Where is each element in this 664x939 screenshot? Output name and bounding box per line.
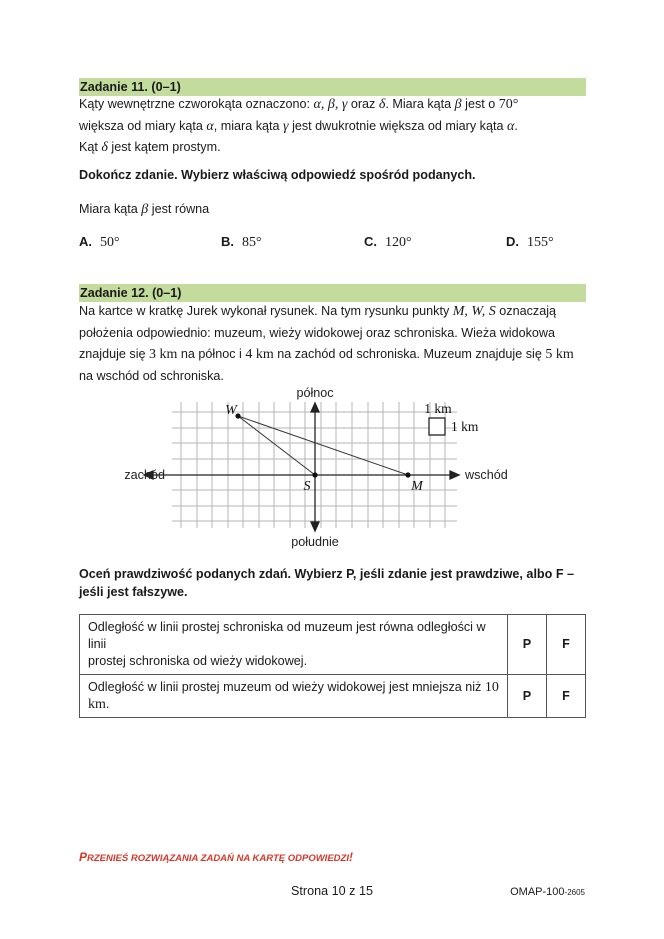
label-s: S bbox=[303, 479, 311, 494]
alpha-symbol: α bbox=[506, 118, 515, 134]
note-end: ! bbox=[348, 850, 353, 864]
statement-2 bbox=[80, 675, 508, 718]
map-figure bbox=[120, 380, 520, 552]
beta-symbol: β bbox=[454, 97, 462, 112]
task-12-line-1 bbox=[79, 301, 589, 323]
text: Kąt bbox=[79, 140, 102, 154]
code-part: 100 bbox=[546, 886, 565, 898]
text: . Miara kąta bbox=[385, 97, 455, 111]
statement-text: Odległość w linii prostej muzeum od wieży widokowej jest mniejsza niż bbox=[88, 680, 485, 694]
label-south: południe bbox=[291, 535, 339, 549]
statement-text: . bbox=[105, 697, 110, 711]
text: Kąty wewnętrzne czworokąta oznaczono: bbox=[79, 97, 314, 111]
task-11-question bbox=[79, 199, 589, 221]
value-4km: 4 km bbox=[245, 347, 274, 362]
task-11-title: Zadanie 11. (0–1) bbox=[80, 80, 181, 94]
statement-text: prostej schroniska od wieży widokowej. bbox=[88, 654, 308, 668]
transfer-answers-note bbox=[79, 850, 353, 864]
option-letter: D. bbox=[506, 234, 519, 249]
task-11-instruction: Dokończ zdanie. Wybierz właściwą odpowiedź spośród podanych. bbox=[79, 168, 476, 182]
text: jest kątem prostym. bbox=[107, 140, 221, 154]
point-s bbox=[312, 472, 317, 477]
task-11-line-3 bbox=[79, 137, 589, 159]
option-d[interactable] bbox=[506, 234, 554, 251]
label-w: W bbox=[225, 403, 237, 418]
instruction-line-1: Oceń prawdziwość podanych zdań. Wybierz P, jeśli zdanie jest prawdziwe, albo F – bbox=[79, 567, 575, 581]
code-part: -2605 bbox=[564, 888, 585, 897]
beta-symbol: β bbox=[141, 202, 149, 217]
label-m: M bbox=[411, 479, 423, 494]
statement-1 bbox=[80, 615, 508, 675]
task-12-line-4: na wschód od schroniska. bbox=[79, 368, 224, 383]
option-b[interactable] bbox=[221, 234, 262, 251]
task-12-title: Zadanie 12. (0–1) bbox=[80, 286, 182, 300]
option-c[interactable] bbox=[364, 234, 412, 251]
delta-symbol: δ bbox=[378, 97, 386, 112]
text: , miara kąta bbox=[213, 118, 284, 133]
text: oraz bbox=[347, 97, 379, 111]
scale-label-vertical: 1 km bbox=[451, 419, 479, 434]
task-12-header bbox=[79, 284, 586, 302]
gamma-symbol: γ bbox=[283, 118, 289, 134]
option-value: 50° bbox=[100, 235, 120, 250]
label-east: wschód bbox=[465, 468, 508, 482]
delta-symbol: δ bbox=[101, 140, 108, 155]
task-12-statement bbox=[79, 301, 589, 387]
task-12-instruction bbox=[79, 565, 589, 601]
true-false-table bbox=[79, 614, 586, 718]
option-value: 155° bbox=[527, 235, 554, 250]
task-11-statement bbox=[79, 94, 589, 159]
note-text: RZENIEŚ ROZWIĄZANIA ZADAŃ NA KARTĘ ODPOWIEDZI bbox=[87, 853, 349, 864]
statement-text: Odległość w linii prostej schroniska od muzeum jest równa odległości w linii bbox=[88, 620, 486, 651]
label-north: północ bbox=[296, 386, 334, 400]
option-value: 120° bbox=[385, 235, 412, 250]
text: na północ i bbox=[177, 347, 246, 361]
task-12-line-3 bbox=[79, 344, 589, 366]
text: większa od miary kąta bbox=[79, 118, 207, 133]
text: Na kartce w kratkę Jurek wykonał rysunek. Na tym rysunku punkty bbox=[79, 304, 453, 318]
option-letter: C. bbox=[364, 234, 377, 249]
point-m bbox=[405, 472, 410, 477]
page-number: Strona 10 z 15 bbox=[291, 884, 373, 898]
value-10km: 10 km bbox=[88, 680, 499, 712]
label-west: zachód bbox=[124, 468, 165, 482]
text: jest równa bbox=[148, 202, 210, 216]
task-12-line-2: położenia odpowiednio: muzeum, wieży widokowej oraz schroniska. Wieża widokowa bbox=[79, 325, 555, 340]
angle-symbols: α, β, γ bbox=[313, 97, 348, 112]
code-part: OMAP- bbox=[510, 886, 547, 898]
text: Miara kąta bbox=[79, 202, 142, 216]
task-11-line-2 bbox=[79, 116, 589, 138]
text: . bbox=[514, 118, 518, 133]
option-letter: B. bbox=[221, 234, 234, 249]
statement-1-true-option[interactable]: P bbox=[508, 615, 547, 675]
text: na zachód od schroniska. Muzeum znajduje się bbox=[273, 347, 546, 361]
text: oznaczają bbox=[495, 304, 557, 318]
statement-2-false-option[interactable]: F bbox=[547, 675, 586, 718]
instruction-line-2: jeśli jest fałszywe. bbox=[79, 585, 188, 599]
alpha-symbol: α bbox=[206, 118, 214, 134]
task-11-line-1 bbox=[79, 94, 589, 116]
text: jest dwukrotnie większa od miary kąta bbox=[288, 118, 507, 133]
axes bbox=[144, 403, 459, 531]
note-initial: P bbox=[79, 850, 88, 864]
option-value: 85° bbox=[242, 235, 262, 250]
table-row bbox=[80, 615, 586, 675]
point-symbols: M, W, S bbox=[452, 304, 496, 319]
statement-1-false-option[interactable]: F bbox=[547, 615, 586, 675]
table-row bbox=[80, 675, 586, 718]
option-a[interactable] bbox=[79, 234, 120, 251]
scale-square bbox=[429, 418, 445, 435]
exam-code bbox=[510, 886, 585, 898]
value-5km: 5 km bbox=[545, 347, 574, 362]
option-letter: A. bbox=[79, 234, 92, 249]
scale-label-horizontal: 1 km bbox=[424, 401, 452, 416]
statement-2-true-option[interactable]: P bbox=[508, 675, 547, 718]
text: jest o bbox=[461, 97, 499, 111]
text: znajduje się bbox=[79, 347, 150, 361]
value-70: 70° bbox=[498, 97, 519, 112]
value-3km: 3 km bbox=[149, 347, 178, 362]
